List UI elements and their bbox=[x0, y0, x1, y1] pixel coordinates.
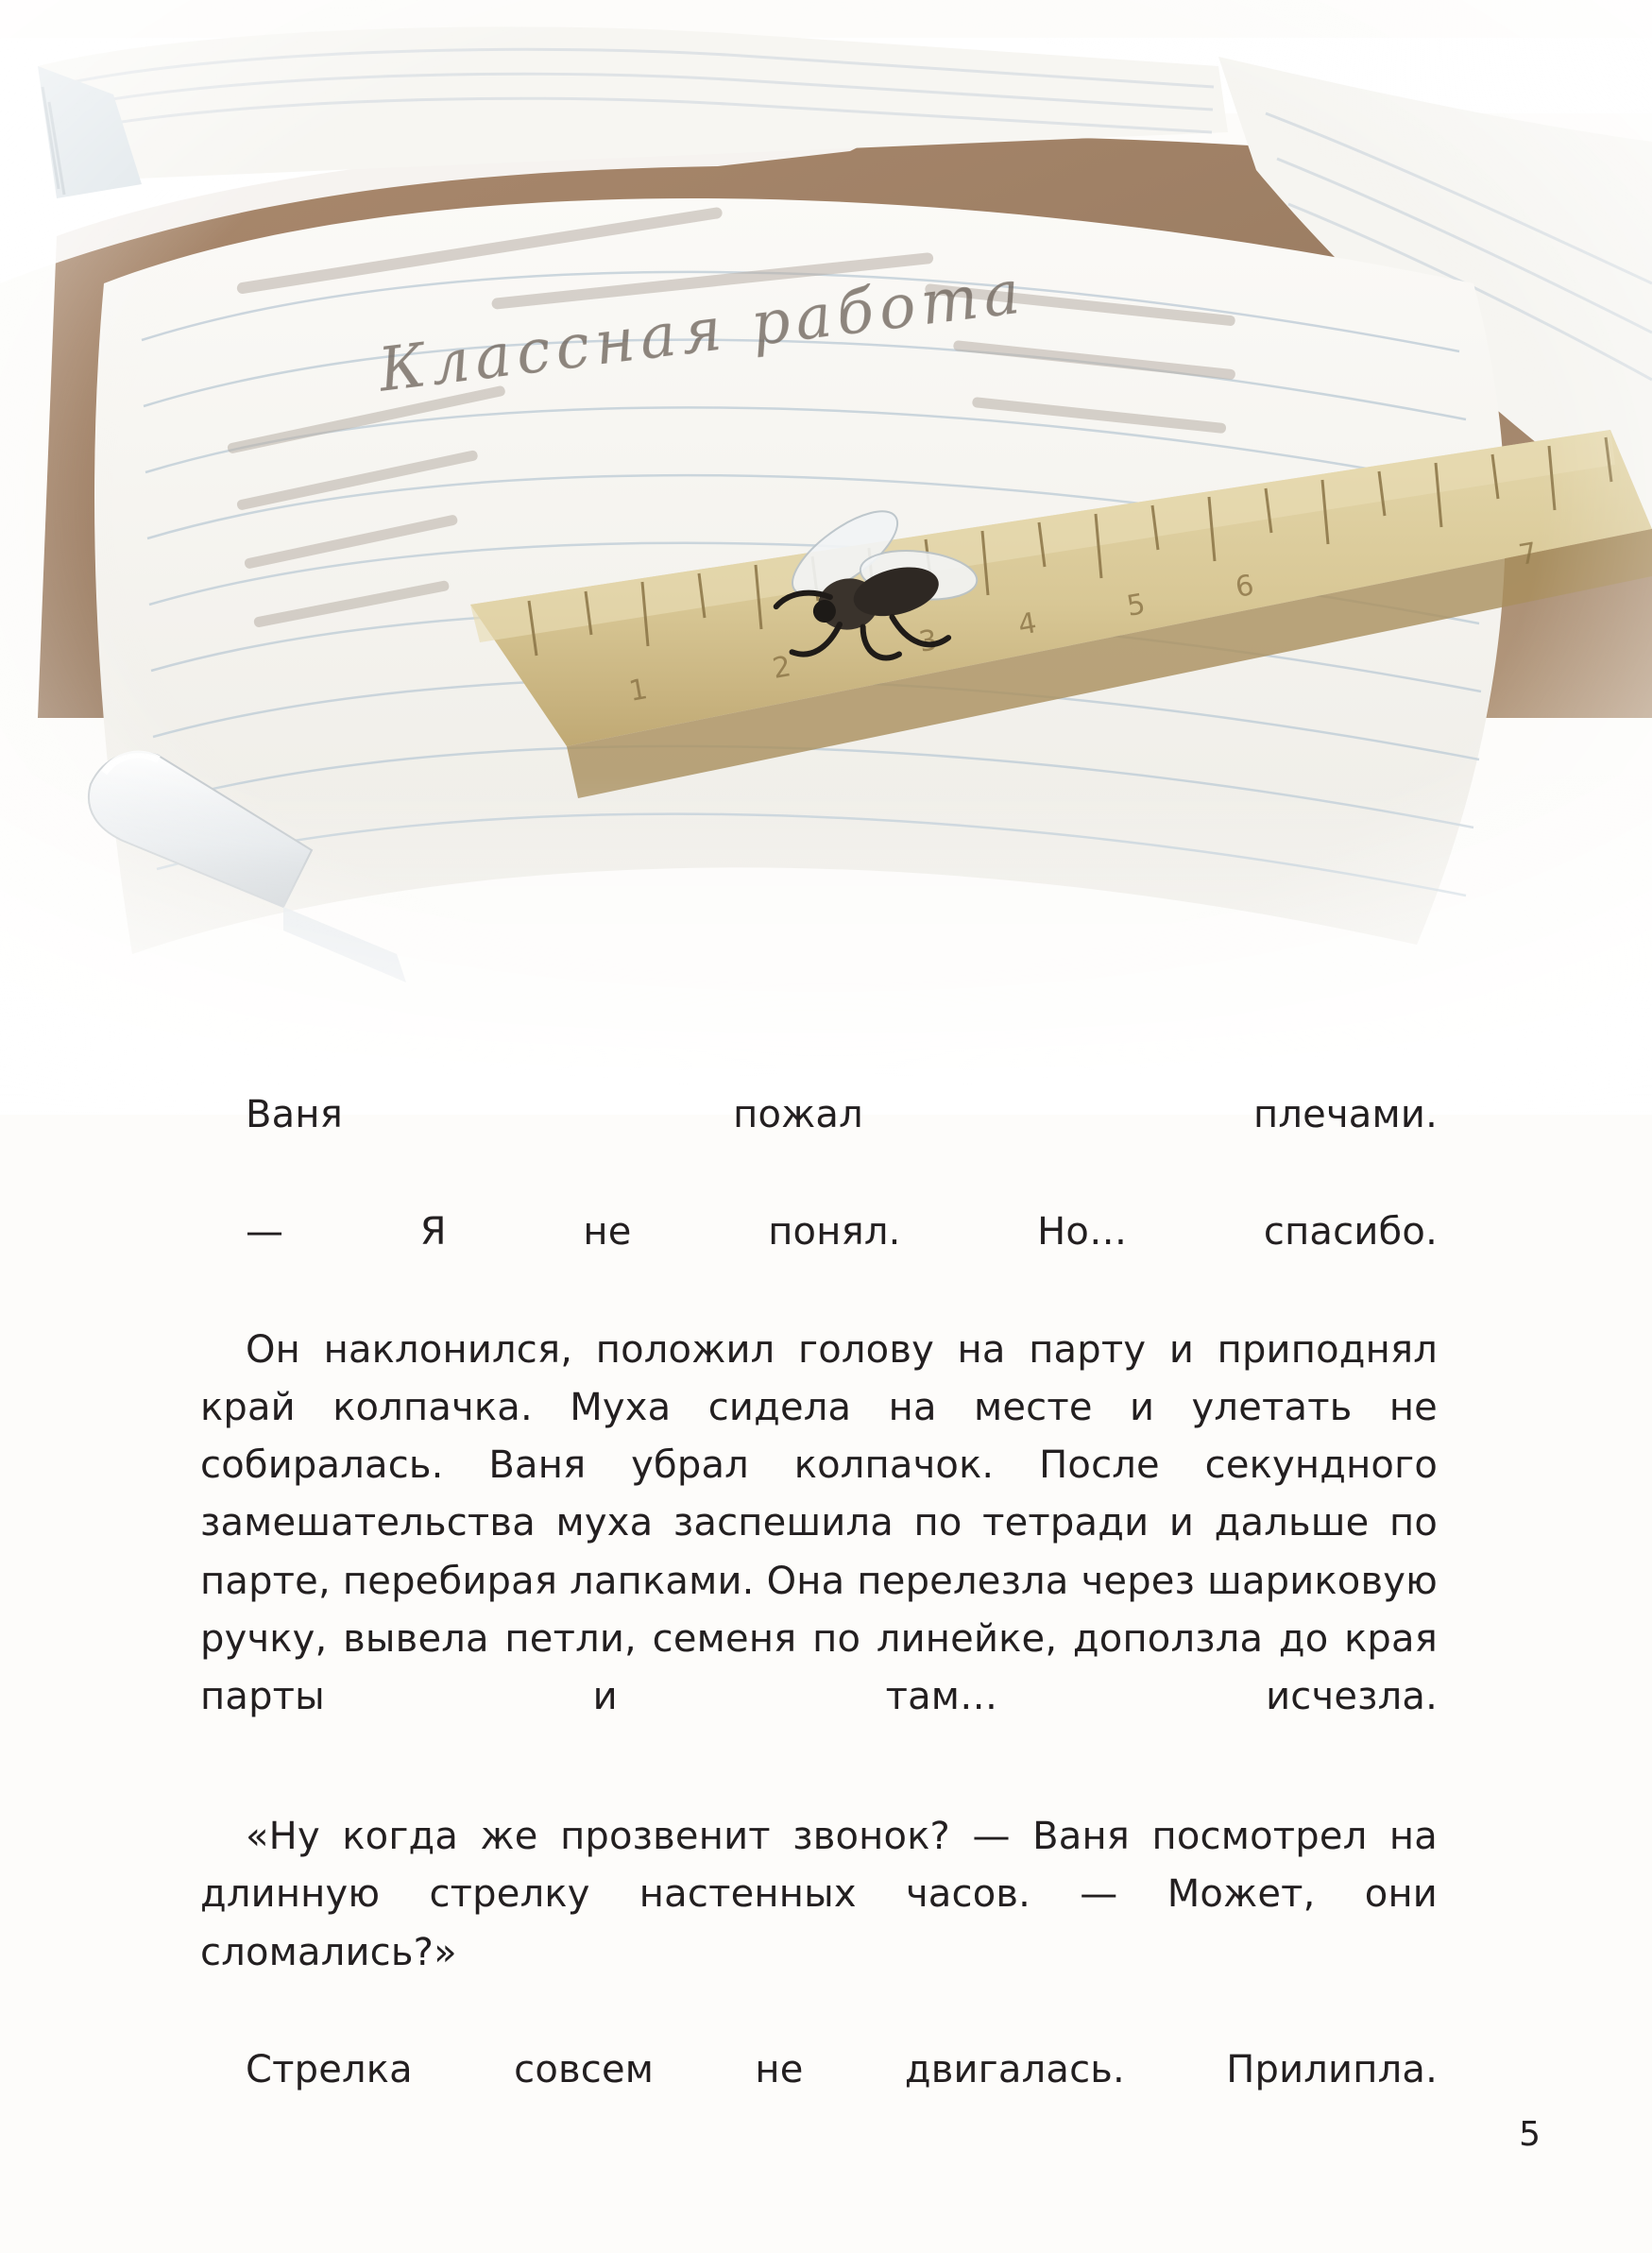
body-text bbox=[200, 1086, 1438, 2157]
paragraph-5: Стрелка совсем не двигалась. Прилипла. bbox=[246, 2048, 1438, 2091]
page-number: 5 bbox=[1519, 2115, 1541, 2154]
paragraph-spacer bbox=[200, 1784, 1438, 1808]
paragraph-1: Ваня пожал плечами. bbox=[246, 1093, 1438, 1136]
illustration-fly-on-ruler bbox=[0, 0, 1652, 1115]
paragraph-4: «Ну когда же прозвенит звонок? — Ваня посмотрел на длинную стрелку настенных часов. — Может, они сломались?» bbox=[200, 1815, 1438, 1974]
illustration-canvas bbox=[0, 0, 1652, 1115]
paragraph-2: — Я не понял. Но… спасибо. bbox=[246, 1210, 1438, 1255]
paragraph-3: Он наклонился, положил голову на парту и приподнял край колпачка. Муха сидела на месте и улетать не собиралась. Ваня убрал колпачок. После секундного замешательства муха заспешила по тетради и дальше по парте, перебирая лапками. Она перелезла через шариковую ручку, вывела петли, семеня по линейке, доползла до края парты и там… исчезла. bbox=[200, 1327, 1438, 1718]
